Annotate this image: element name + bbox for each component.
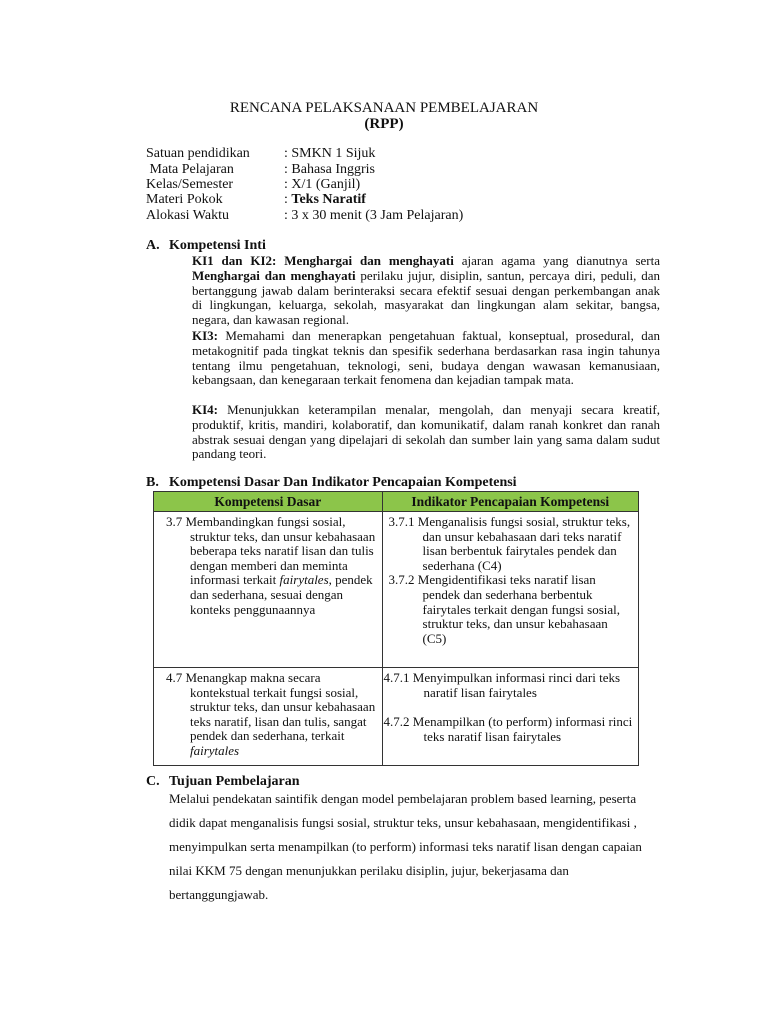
identity-label: Kelas/Semester (146, 177, 234, 192)
ki3-paragraph: KI3: Memahami dan menerapkan pengetahuan faktual, konseptual, prosedural, dan metakognitif pada tingkat teknis dan spesifik sederhana berdasarkan rasa ingin tahunya tentang ilmu pengetahuan, teknologi, seni, budaya dengan wawasan kemanusiaan, kebangsaan, dan kenegaraan terkait fenomena dan kejadian tampak mata. (192, 328, 660, 388)
identity-value: : SMKN 1 Sijuk (284, 146, 376, 161)
table-header-row (154, 492, 639, 512)
kd-cell (154, 668, 383, 766)
kd-ipk-table (153, 491, 639, 766)
ki4-paragraph: KI4: Menunjukkan keterampilan menalar, mengolah, dan menyaji secara kreatif, produktif, kritis, mandiri, kolaboratif, dan komunikatif, dalam ranah konkret dan ranah abstrak sesuai dengan yang dipelajari di sekolah dan sumber lain yang sama dalam sudut pandang teori. (192, 402, 660, 462)
table-row (154, 512, 639, 668)
ipk-item: 3.7.2 Mengidentifikasi teks naratif lisan pendek dan sederhana berbentuk fairytales terkait dengan fungsi sosial, struktur teks, dan unsur kebahasaan (C5) (388, 572, 621, 646)
ipk-item: 4.7.2 Menampilkan (to perform) informasi rinci teks naratif lisan fairytales (383, 714, 633, 744)
table-row (154, 668, 639, 766)
column-header-ipk: Indikator Pencapaian Kompetensi (382, 492, 638, 512)
identity-label: Mata Pelajaran (146, 162, 234, 177)
ipk-item: 4.7.1 Menyimpulkan informasi rinci dari teks naratif lisan fairytales (383, 670, 621, 700)
ipk-cell (382, 512, 638, 668)
identity-label: Materi Pokok (146, 192, 223, 207)
ipk-cell (382, 668, 638, 766)
section-b-heading: B. Kompetensi Dasar Dan Indikator Pencapaian Kompetensi (146, 475, 517, 490)
tujuan-paragraph: Melalui pendekatan saintifik dengan model pembelajaran problem based learning, peserta didik dapat menganalisis fungsi sosial, struktur teks, unsur kebahasaan, mengidentifikasi , menyimpulkan serta menampilkan (to perform) informasi teks naratif lisan dengan capaian nilai KKM 75 dengan menunjukkan perilaku disiplin, jujur, bekerjasama dan bertanggungjawab. (169, 791, 642, 902)
identity-value: : X/1 (Ganjil) (284, 177, 361, 192)
identity-label: Satuan pendidikan (146, 146, 250, 161)
identity-label: Alokasi Waktu (146, 208, 229, 223)
identity-value: : Bahasa Inggris (284, 162, 375, 177)
ki1-ki2-paragraph: KI1 dan KI2: Menghargai dan menghayati ajaran agama yang dianutnya serta Menghargai dan menghayati perilaku jujur, disiplin, santun, percaya diri, peduli, dan bertanggung jawab dalam berinteraksi secara efektif sesuai dengan perkembangan anak di lingkungan, keluarga, sekolah, masyarakat dan lingkungan alam sekitar, bangsa, negara, dan kawasan regional. (192, 253, 661, 328)
identity-value: : Teks Naratif (284, 192, 366, 207)
section-a-heading: A. Kompetensi Inti (146, 238, 266, 253)
column-header-kd: Kompetensi Dasar (154, 492, 383, 512)
kd-item: 4.7 Menangkap makna secara kontekstual terkait fungsi sosial, struktur teks, dan unsur kebahasaan teks naratif, lisan dan tulis, sangat pendek dan sederhana, terkait fairytales (166, 670, 376, 758)
ipk-item: 3.7.1 Menganalisis fungsi sosial, struktur teks, dan unsur kebahasaan dari teks naratif lisan berbentuk fairytales pendek dan sederhana (C4) (388, 514, 631, 573)
doc-subtitle: (RPP) (364, 116, 404, 132)
kd-cell (154, 512, 383, 668)
kd-item: 3.7 Membandingkan fungsi sosial, struktur teks, dan unsur kebahasaan beberapa teks naratif lisan dan tulis dengan memberi dan meminta informasi terkait fairytales, pendek dan sederhana, sesuai dengan konteks penggunaannya (166, 514, 376, 617)
section-c-heading: C. Tujuan Pembelajaran (146, 774, 300, 789)
doc-title: RENCANA PELAKSANAAN PEMBELAJARAN (229, 100, 539, 116)
identity-value: : 3 x 30 menit (3 Jam Pelajaran) (284, 208, 464, 223)
